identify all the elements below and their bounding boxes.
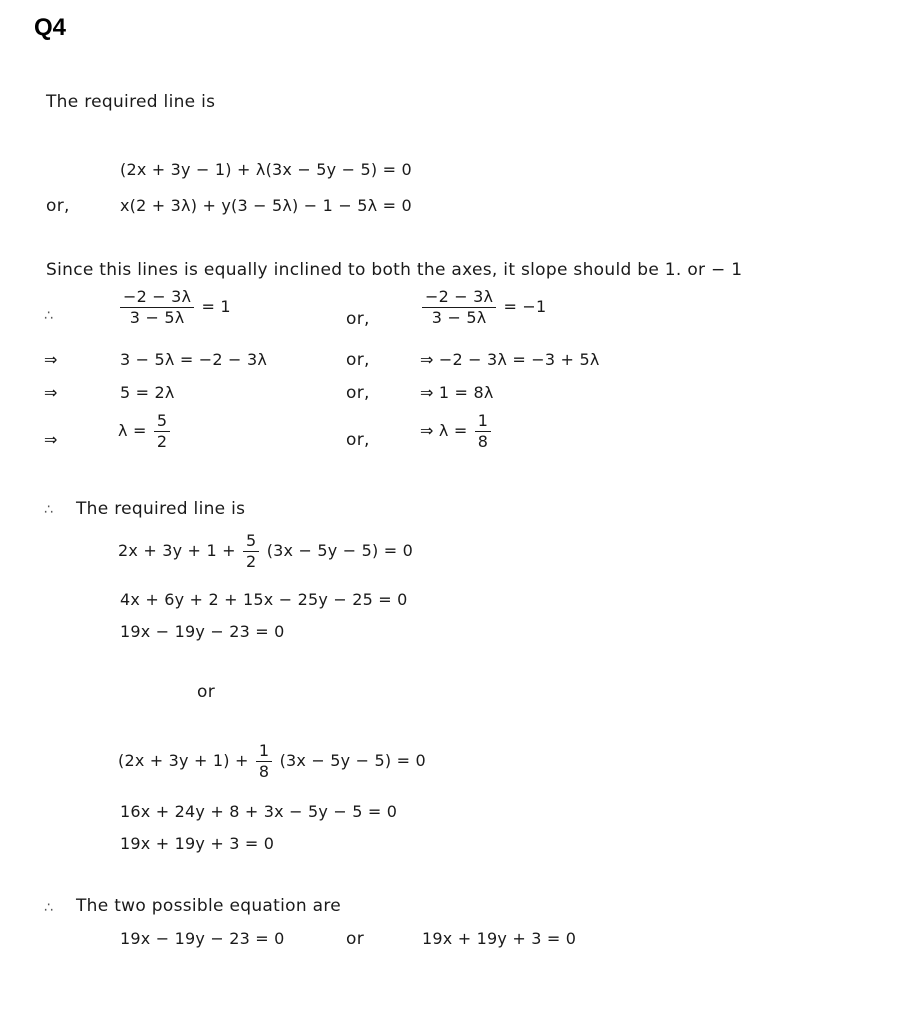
implies-symbol: ⇒ bbox=[44, 350, 58, 369]
slope-right-denominator: 3 − 5λ bbox=[431, 308, 487, 327]
fraction-denominator: 8 bbox=[477, 432, 489, 451]
or-word: or bbox=[197, 682, 215, 702]
case1-line1 bbox=[118, 532, 413, 571]
final-equation-2: 19x + 19y + 3 = 0 bbox=[422, 929, 577, 948]
step1-left: 3 − 5λ = −2 − 3λ bbox=[120, 350, 267, 369]
question-number: Q4 bbox=[34, 14, 67, 41]
lambda-lhs: ⇒ λ = bbox=[420, 421, 468, 440]
implies-symbol: ⇒ bbox=[44, 383, 58, 402]
slope-left-numerator: −2 − 3λ bbox=[120, 288, 194, 308]
therefore-symbol: ∴ bbox=[44, 502, 54, 518]
two-possible-text: The two possible equation are bbox=[76, 896, 342, 916]
therefore-symbol: ∴ bbox=[44, 900, 54, 916]
equation-expanded: x(2 + 3λ) + y(3 − 5λ) − 1 − 5λ = 0 bbox=[120, 196, 412, 215]
equation-family: (2x + 3y − 1) + λ(3x − 5y − 5) = 0 bbox=[120, 160, 412, 179]
step3-left bbox=[118, 412, 172, 451]
step3-right bbox=[420, 412, 493, 451]
slope-left-rhs: = 1 bbox=[201, 297, 231, 316]
required-line-text: The required line is bbox=[76, 499, 246, 519]
case2-line1 bbox=[118, 742, 426, 781]
or-label: or, bbox=[346, 430, 370, 450]
case1-line3: 19x − 19y − 23 = 0 bbox=[120, 622, 285, 641]
fraction-numerator: 5 bbox=[154, 412, 170, 432]
slope-condition-text: Since this lines is equally inclined to both the axes, it slope should be 1. or − 1 bbox=[46, 260, 743, 280]
fraction-numerator: 1 bbox=[256, 742, 272, 762]
fraction-denominator: 2 bbox=[156, 432, 168, 451]
or-label: or, bbox=[46, 196, 70, 216]
final-or: or bbox=[346, 929, 364, 949]
implies-symbol: ⇒ bbox=[44, 430, 58, 449]
fraction-numerator: 5 bbox=[243, 532, 259, 552]
fraction-denominator: 8 bbox=[258, 762, 270, 781]
step2-right: ⇒ 1 = 8λ bbox=[420, 383, 494, 402]
slope-equation-positive bbox=[118, 288, 231, 327]
slope-equation-negative bbox=[420, 288, 546, 327]
slope-left-denominator: 3 − 5λ bbox=[129, 308, 185, 327]
step2-left: 5 = 2λ bbox=[120, 383, 175, 402]
fraction-denominator: 2 bbox=[246, 552, 257, 571]
case2-line2: 16x + 24y + 8 + 3x − 5y − 5 = 0 bbox=[120, 802, 398, 821]
case1-line1-post: (3x − 5y − 5) = 0 bbox=[266, 541, 413, 560]
or-label: or, bbox=[346, 383, 370, 403]
step1-right: ⇒ −2 − 3λ = −3 + 5λ bbox=[420, 350, 600, 369]
case1-line1-pre: 2x + 3y + 1 + bbox=[118, 541, 236, 560]
or-label: or, bbox=[346, 350, 370, 370]
case2-line1-pre: (2x + 3y + 1) + bbox=[118, 751, 249, 770]
final-equation-1: 19x − 19y − 23 = 0 bbox=[120, 929, 285, 948]
slope-right-numerator: −2 − 3λ bbox=[422, 288, 496, 308]
fraction-numerator: 1 bbox=[475, 412, 491, 432]
therefore-symbol: ∴ bbox=[44, 308, 54, 324]
intro-text: The required line is bbox=[46, 92, 216, 112]
case1-line2: 4x + 6y + 2 + 15x − 25y − 25 = 0 bbox=[120, 590, 408, 609]
case2-line1-post: (3x − 5y − 5) = 0 bbox=[279, 751, 426, 770]
slope-right-rhs: = −1 bbox=[503, 297, 547, 316]
lambda-lhs: λ = bbox=[118, 421, 147, 440]
or-label: or, bbox=[346, 309, 370, 329]
case2-line3: 19x + 19y + 3 = 0 bbox=[120, 834, 275, 853]
